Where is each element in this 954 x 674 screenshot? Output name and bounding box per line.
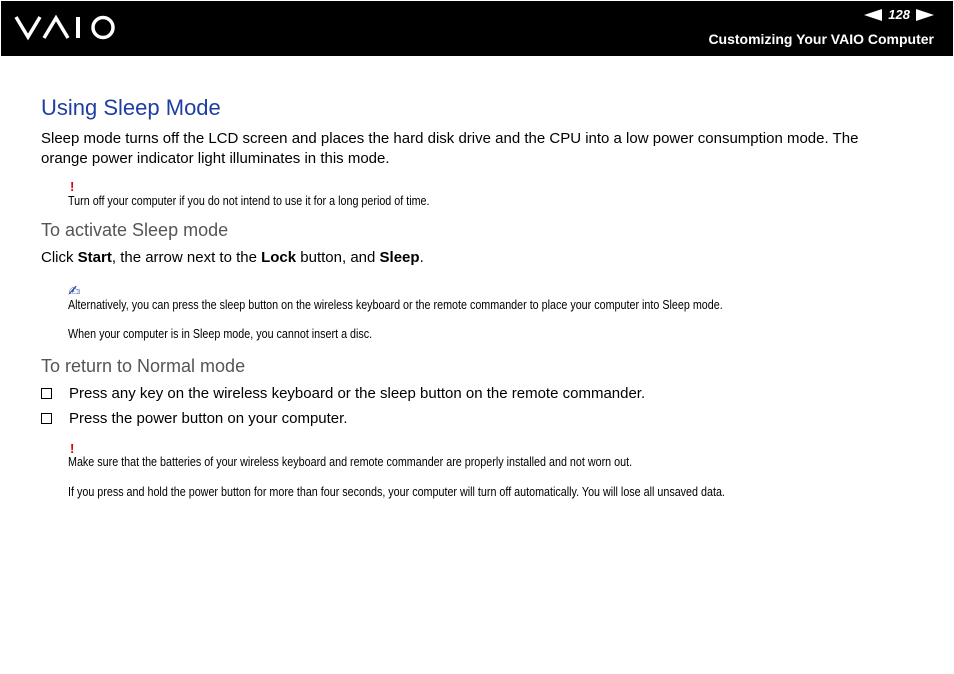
page-number: 128 bbox=[888, 7, 910, 22]
page-navigation bbox=[864, 7, 934, 22]
intro-line-2: orange power indicator light illuminates in this mode. bbox=[41, 150, 390, 167]
checkbox-bullet-icon bbox=[41, 388, 52, 399]
warning-text-2: Make sure that the batteries of your wireless keyboard and remote commander are properly installed and not worn out. bbox=[68, 455, 633, 469]
page-header bbox=[1, 1, 953, 56]
page-title: Using Sleep Mode bbox=[41, 95, 221, 120]
section-title: Customizing Your VAIO Computer bbox=[708, 31, 934, 47]
intro-line-1: Sleep mode turns off the LCD screen and places the hard disk drive and the CPU into a low power consumption mode. The bbox=[41, 130, 859, 147]
activate-instruction: Click Start, the arrow next to the Lock button, and Sleep. bbox=[41, 249, 424, 266]
activate-heading: To activate Sleep mode bbox=[41, 220, 229, 240]
note-text-2: When your computer is in Sleep mode, you cannot insert a disc. bbox=[68, 327, 373, 341]
warning-icon: ! bbox=[70, 179, 75, 194]
list-item: Press any key on the wireless keyboard or the sleep button on the remote commander. bbox=[41, 385, 645, 402]
note-text-1: Alternatively, you can press the sleep button on the wireless keyboard or the remote commander to place your computer into Sleep mode. bbox=[68, 298, 723, 312]
warning-text-1: Turn off your computer if you do not intend to use it for a long period of time. bbox=[68, 194, 430, 208]
next-page-icon[interactable] bbox=[916, 9, 934, 21]
previous-page-icon[interactable] bbox=[864, 9, 882, 21]
return-heading: To return to Normal mode bbox=[41, 356, 246, 376]
vaio-logo bbox=[14, 15, 122, 46]
list-item: Press the power button on your computer. bbox=[41, 410, 348, 427]
warning-text-3: If you press and hold the power button for more than four seconds, your computer will turn off automatically. You will lose all unsaved data. bbox=[68, 485, 725, 499]
checkbox-bullet-icon bbox=[41, 413, 52, 424]
note-pen-icon: ✍ bbox=[68, 283, 81, 300]
warning-icon: ! bbox=[70, 441, 75, 456]
